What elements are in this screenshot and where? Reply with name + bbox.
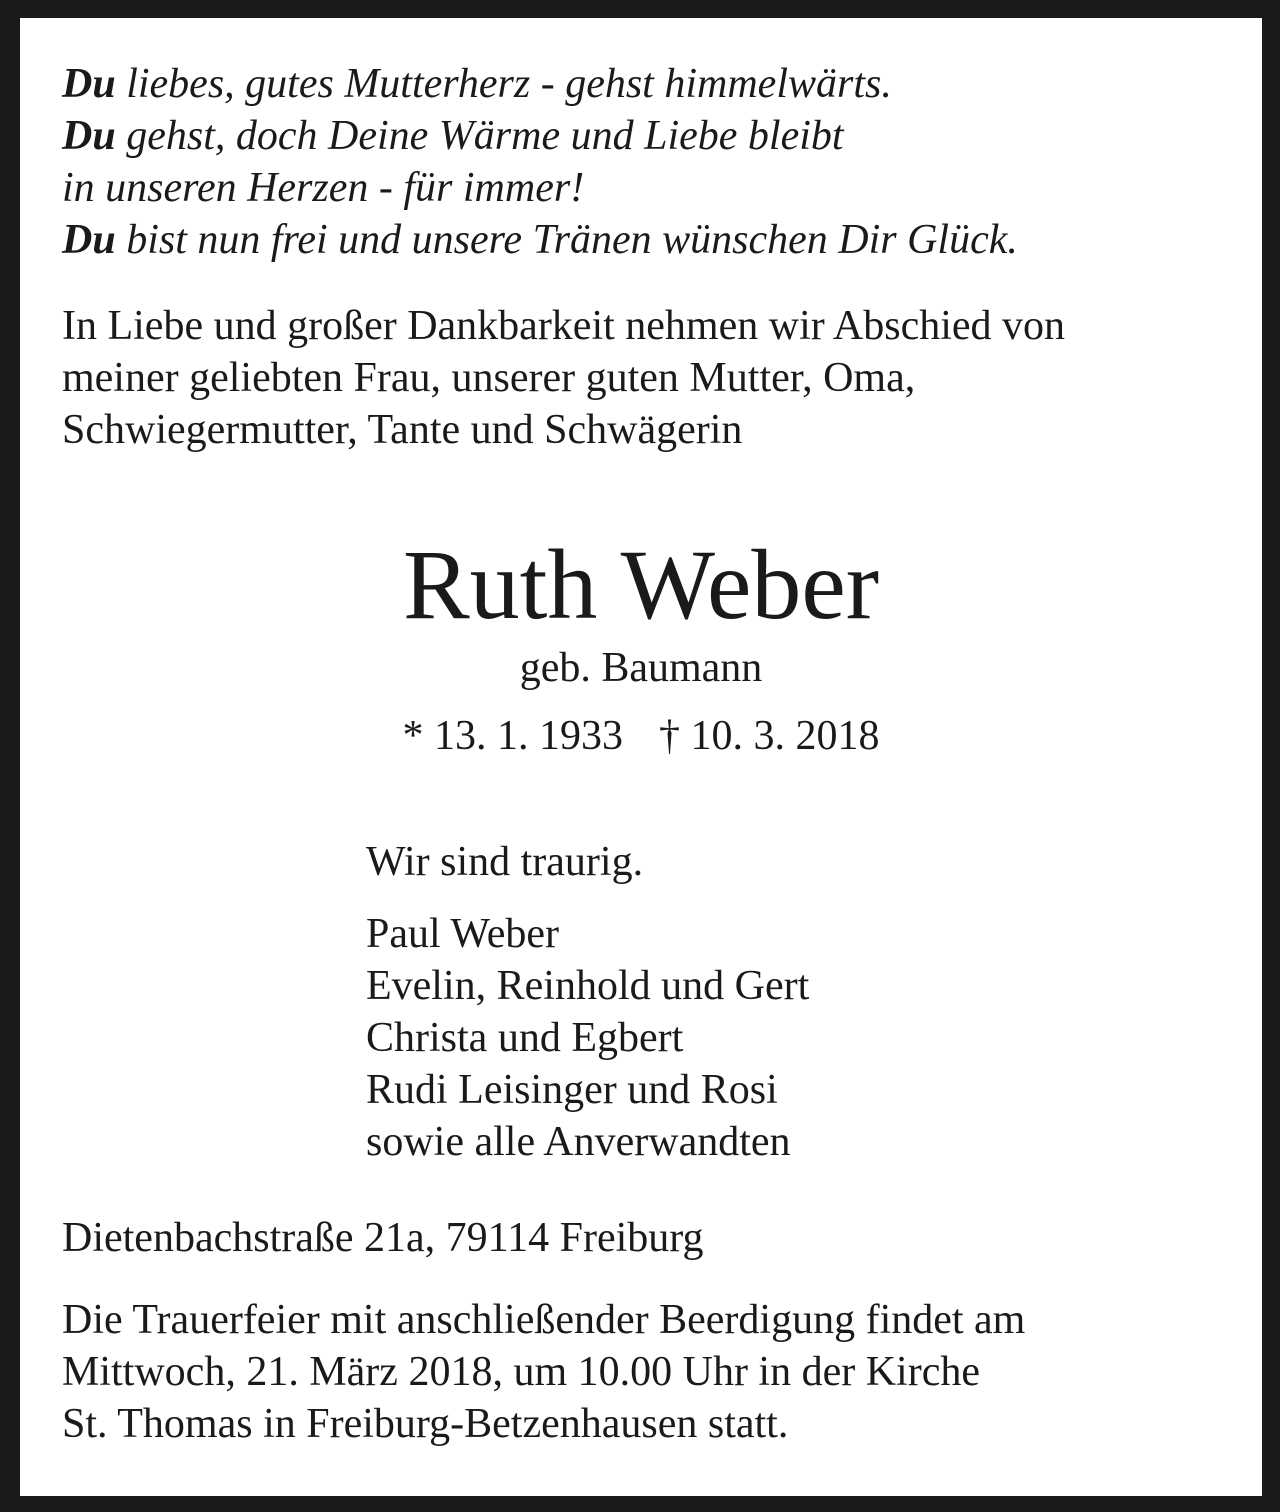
poem-line-4 (62, 214, 1018, 266)
poem-line-4-text: bist nun frei und unsere Tränen wünschen Dir Glück. (115, 217, 1018, 263)
funeral-line-3: St. Thomas in Freiburg-Betzenhausen statt. (62, 1401, 789, 1447)
mourner-2: Evelin, Reinhold und Gert (366, 963, 810, 1009)
life-dates (20, 710, 1262, 762)
funeral-line-2: Mittwoch, 21. März 2018, um 10.00 Uhr in der Kirche (62, 1349, 980, 1395)
mourner-1: Paul Weber (366, 911, 559, 957)
death-date: † 10. 3. 2018 (659, 713, 880, 759)
poem-line-3 (62, 162, 584, 214)
intro-line-2: meiner geliebten Frau, unserer guten Mutter, Oma, (62, 355, 916, 401)
birth-date: * 13. 1. 1933 (402, 713, 623, 759)
funeral-line-1: Die Trauerfeier mit anschließender Beerdigung findet am (62, 1297, 1026, 1343)
intro-line-1: In Liebe und großer Dankbarkeit nehmen wir Abschied von (62, 303, 1066, 349)
poem-line-2-lead: Du (62, 113, 116, 159)
poem-line-1-text: liebes, gutes Mutterherz - gehst himmelwärts. (115, 61, 892, 107)
poem-line-1-lead: Du (62, 61, 116, 107)
intro-line-3: Schwiegermutter, Tante und Schwägerin (62, 407, 743, 453)
poem-line-2 (62, 110, 844, 162)
poem-line-4-lead: Du (62, 217, 116, 263)
poem-line-1 (62, 58, 892, 110)
mourner-5: sowie alle Anverwandten (366, 1119, 791, 1165)
poem-line-3-text: in unseren Herzen - für immer! (62, 165, 585, 211)
deceased-name: Ruth Weber (402, 529, 880, 640)
mourners-intro: Wir sind traurig. (366, 839, 644, 885)
address: Dietenbachstraße 21a, 79114 Freiburg (62, 1215, 704, 1261)
mourner-3: Christa und Egbert (366, 1015, 684, 1061)
poem-line-2-text: gehst, doch Deine Wärme und Liebe bleibt (115, 113, 844, 159)
maiden-name: geb. Baumann (519, 645, 763, 691)
mourner-4: Rudi Leisinger und Rosi (366, 1067, 778, 1113)
